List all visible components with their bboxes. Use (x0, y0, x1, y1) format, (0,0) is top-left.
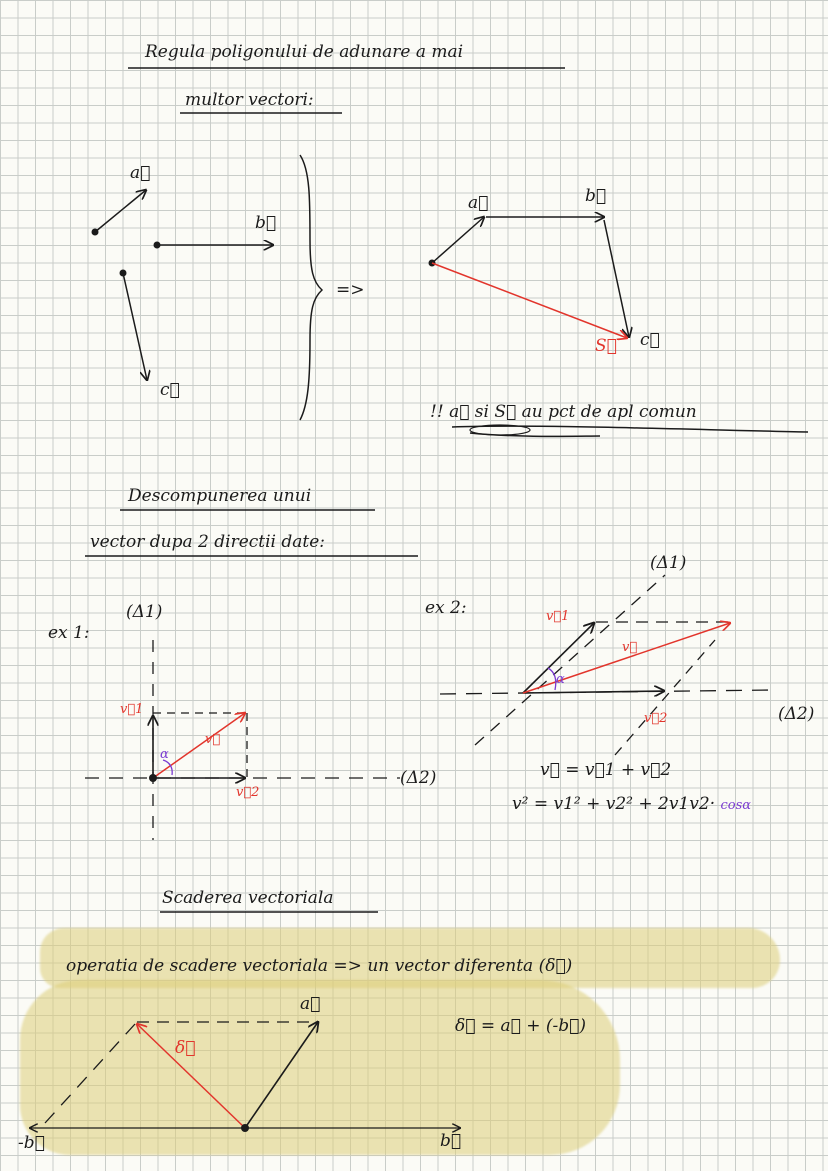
label-a-right: a⃗ (468, 193, 489, 213)
subtraction-diagram (30, 1022, 460, 1132)
ex1-v-label: v⃗ (205, 732, 221, 747)
ex2-delta1: (Δ1) (650, 553, 687, 573)
ex2-v1-label: v⃗1 (546, 609, 570, 624)
ex1-alpha: α (160, 747, 169, 762)
ex2-formula2-cos: cosα (720, 798, 752, 813)
ex2-formula2 (512, 796, 751, 813)
ex1-diagram (85, 640, 400, 840)
ex2-label: ex 2: (425, 598, 467, 618)
sub-label-minus-b: -b⃗ (18, 1133, 45, 1153)
sub-label-a: a⃗ (300, 994, 321, 1014)
ex1-v2-label: v⃗2 (236, 785, 260, 800)
ex2-formula2-main: v² = v1² + v2² + 2v1v2· (512, 794, 716, 814)
vector-a-left (92, 190, 147, 236)
label-c-left: c⃗ (160, 380, 180, 400)
sub-label-b: b⃗ (440, 1131, 462, 1151)
sum-vector-s (432, 263, 627, 338)
section3-title: Scaderea vectoriala (162, 888, 334, 908)
curly-brace (300, 155, 322, 420)
section2-title-line2: vector dupa 2 directii date: (90, 532, 326, 552)
section1-title-line2: multor vectori: (185, 90, 314, 110)
ex2-v2-label: v⃗2 (644, 711, 668, 726)
ex1-label: ex 1: (48, 623, 90, 643)
ex1-v1-label: v⃗1 (120, 702, 144, 717)
ex2-diagram (440, 575, 775, 755)
ex1-delta1: (Δ1) (126, 602, 163, 622)
ex2-alpha: α (556, 672, 565, 687)
note-common-point: !! a⃗ si S⃗ au pct de apl comun (430, 402, 697, 422)
vector-b-left (154, 242, 274, 249)
section3-formula: δ⃗ = a⃗ + (-b⃗) (455, 1016, 586, 1036)
vector-c-left (120, 270, 148, 381)
sub-label-delta: δ⃗ (175, 1038, 196, 1058)
section3-description: operatia de scadere vectoriala => un vector diferenta (δ⃗) (66, 956, 573, 976)
label-b-right: b⃗ (585, 186, 607, 206)
label-s-right: S⃗ (595, 336, 617, 356)
ex2-delta2: (Δ2) (778, 704, 815, 724)
ex1-delta2: (Δ2) (400, 768, 437, 788)
ex2-formula1: v⃗ = v⃗1 + v⃗2 (540, 760, 672, 780)
implies-arrow-text: => (336, 280, 365, 300)
ex2-v-label: v⃗ (622, 640, 638, 655)
label-c-right: c⃗ (640, 330, 660, 350)
section2-title-line1: Descompunerea unui (128, 486, 312, 506)
label-b-left: b⃗ (255, 213, 277, 233)
label-a-left: a⃗ (130, 163, 151, 183)
section1-title-line1: Regula poligonului de adunare a mai (145, 42, 464, 62)
polygon-diagram (429, 217, 630, 338)
